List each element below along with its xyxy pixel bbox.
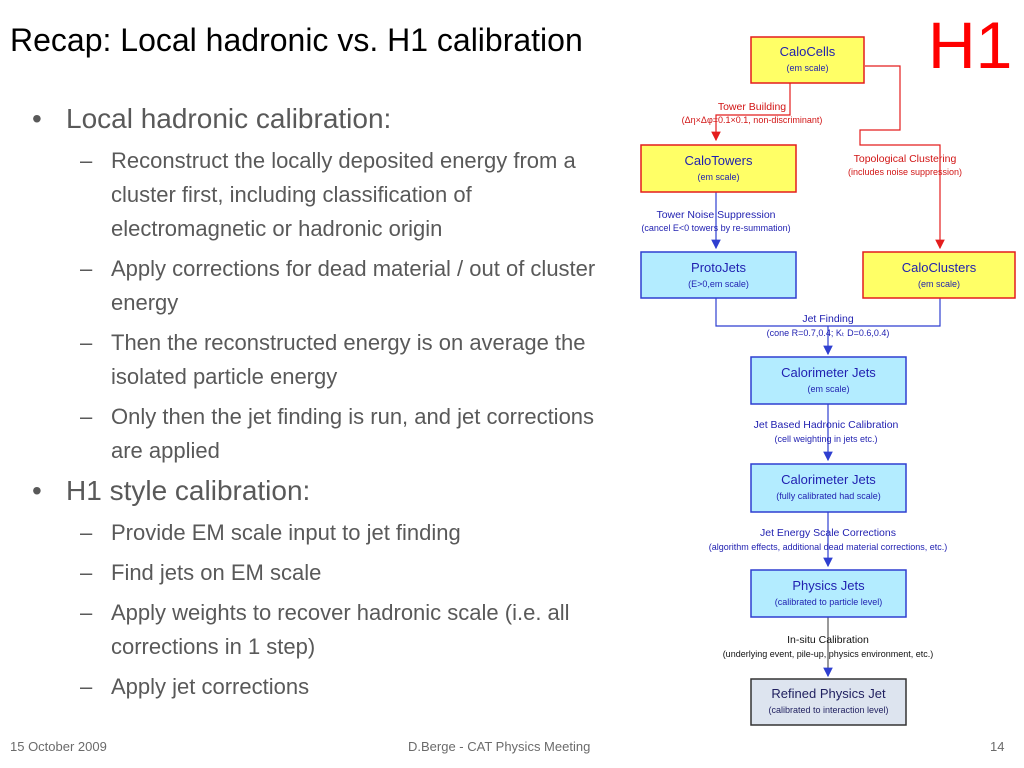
sub-bullet-text: Then the reconstructed energy is on average the isolated particle energy <box>111 330 586 389</box>
footer-date: 15 October 2009 <box>10 739 107 754</box>
step-detail: (cancel E<0 towers by re-summation) <box>641 223 791 233</box>
box-subtitle: (calibrated to interaction level) <box>768 705 889 715</box>
sub-bullet-text: Apply jet corrections <box>111 674 310 699</box>
sub-bullet-text: Only then the jet finding is run, and jet corrections are applied <box>111 404 595 463</box>
box-subtitle: (em scale) <box>786 63 829 73</box>
dash-icon: – <box>80 256 93 281</box>
dash-icon: – <box>80 520 93 545</box>
box-calorimeter-jets-had <box>751 464 906 512</box>
box-title: Calorimeter Jets <box>781 472 876 487</box>
box-subtitle: (calibrated to particle level) <box>774 597 883 607</box>
box-physics-jets <box>751 570 906 617</box>
slide-title: Recap: Local hadronic vs. H1 calibration <box>10 22 583 58</box>
bullet-text: H1 style calibration: <box>66 475 311 506</box>
box-title: Calorimeter Jets <box>781 365 876 380</box>
box-calorimeter-jets-em <box>751 357 906 404</box>
step-tower-building <box>682 101 823 125</box>
step-label: Jet Finding <box>802 313 854 325</box>
step-detail: (algorithm effects, additional dead material corrections, etc.) <box>708 542 948 552</box>
step-label: Jet Energy Scale Corrections <box>760 527 896 539</box>
dash-icon: – <box>80 560 93 585</box>
box-title: CaloCells <box>779 44 836 59</box>
box-title: CaloTowers <box>684 153 753 168</box>
box-title: CaloClusters <box>901 260 977 275</box>
box-refined-physics-jet <box>751 679 906 725</box>
sub-bullet-text: Reconstruct the locally deposited energy from a cluster first, including classification of electromagnetic or hadronic origin <box>111 148 576 241</box>
box-title: Physics Jets <box>792 578 865 593</box>
footer-page-number: 14 <box>990 739 1005 754</box>
sub-bullet-text: Find jets on EM scale <box>111 560 322 585</box>
step-detail: (underlying event, pile-up, physics environment, etc.) <box>722 649 934 659</box>
box-calocells <box>751 37 864 83</box>
bullet-dot-icon: • <box>32 475 42 506</box>
step-label: In-situ Calibration <box>787 634 869 646</box>
box-title: ProtoJets <box>691 260 746 275</box>
dash-icon: – <box>80 330 93 355</box>
sub-bullet-text: Apply corrections for dead material / out of cluster energy <box>111 256 596 315</box>
box-title: Refined Physics Jet <box>771 686 886 701</box>
step-topological-clustering <box>848 153 962 177</box>
dash-icon: – <box>80 600 93 625</box>
box-subtitle: (E>0,em scale) <box>688 279 749 289</box>
step-detail: (Δη×Δφ=0.1×0.1, non-discriminant) <box>681 115 823 125</box>
box-subtitle: (em scale) <box>697 172 740 182</box>
h1-corner-mark: H1 <box>928 8 1013 82</box>
step-label: Tower Noise Suppression <box>656 209 776 221</box>
box-caloclusters <box>863 252 1015 298</box>
footer-meeting: D.Berge - CAT Physics Meeting <box>408 739 591 754</box>
step-jet-based-hadronic-calibration <box>754 419 899 444</box>
box-calotowers <box>641 145 796 192</box>
bullet-text: Local hadronic calibration: <box>66 103 392 134</box>
step-label: Topological Clustering <box>853 153 957 165</box>
dash-icon: – <box>80 674 93 699</box>
sub-bullet-text: Provide EM scale input to jet finding <box>111 520 461 545</box>
step-detail: (cell weighting in jets etc.) <box>774 434 878 444</box>
bullet-dot-icon: • <box>32 103 42 134</box>
box-protojets <box>641 252 796 298</box>
box-subtitle: (fully calibrated had scale) <box>776 491 881 501</box>
step-label: Jet Based Hadronic Calibration <box>753 419 899 431</box>
box-subtitle: (em scale) <box>807 384 850 394</box>
dash-icon: – <box>80 404 93 429</box>
sub-bullet-text: Apply weights to recover hadronic scale (i.e. all corrections in 1 step) <box>111 600 570 659</box>
step-label: Tower Building <box>717 101 787 113</box>
step-detail: (cone R=0.7,0.4; Kₜ D=0.6,0.4) <box>766 328 890 338</box>
dash-icon: – <box>80 148 93 173</box>
step-detail: (includes noise suppression) <box>847 167 963 177</box>
box-subtitle: (em scale) <box>917 279 961 289</box>
